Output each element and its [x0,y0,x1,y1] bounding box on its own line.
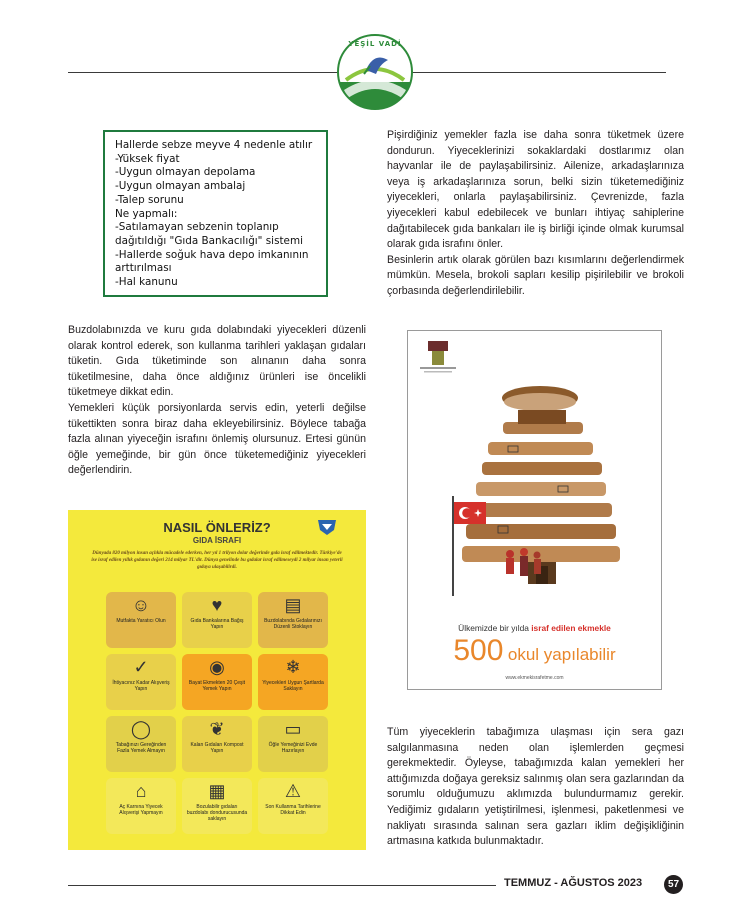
donation-icon: ♥ [211,595,223,615]
shield-icon [316,518,338,536]
right-column-text [387,128,684,300]
bread-waste-ad [407,330,662,690]
magazine-logo [336,30,414,110]
jar-icon: ❄ [285,657,301,677]
tip-tile [106,654,176,710]
tip-tile [182,778,252,834]
tip-label: Son Kullanma Tarihlerine Dikkat Edin [265,804,321,816]
tip-tile [182,716,252,772]
box-line: -Yüksek fiyat [115,152,180,165]
ad-url: www.ekmekisrafetme.com [505,675,564,681]
ad-headline-part1: Ülkemizde bir yılda [458,623,529,633]
fridge-icon: ▤ [284,595,302,615]
tip-label: Gıda Bankalarına Bağış Yapın [190,618,244,630]
tip-label: Yiyecekleri Uygun Şartlarda Saklayın [262,680,324,692]
ad-headline-part2: israf edilen ekmekle [531,623,611,633]
poster-title: NASIL ÖNLERİZ? [163,520,271,535]
warning-icon: ⚠ [284,781,302,801]
paragraph: Yemekleri küçük porsiyonlarda servis edin, yeterli değilse tükettikten sonra biraz daha ekleyebilirsiniz. Böylece tabağa fazla alınan yiyeceğin israfını önlemiş olursunuz. Ertesi günün öğle yemeğinde, bir gün önce tüketemediğiniz yiyecekleri değerlendirin. [68,401,366,477]
paragraph: Besinlerin artık olarak görülen bazı kısımlarını değerlendirmek mümkün. Mesela, brokoli sapları kesilip pişirilebilir ve brokoli çorbasında değerlendirilebilir. [387,253,684,297]
bottom-right-text [387,725,684,850]
box-line: dağıtıldığı "Gıda Bankacılığı" sistemi [115,234,303,247]
ad-slogan-rest: okul yapılabilir [507,645,616,664]
tip-label: Bozulabilir gıdaları buzdolabı dondurucusunda saklayın [186,804,248,822]
box-line: -Satılamayan sebzenin toplanıp [115,221,279,234]
logo-text: YEŞİL VADİ [348,40,402,48]
tip-tile [258,778,328,834]
paragraph: Buzdolabınızda ve kuru gıda dolabındaki yiyecekleri düzenli olarak kontrol ederek, son kullanma tarihleri yaklaşan gıdaları tüketin. Gıda tüketiminde son alınanın daha sonra tüketilmesine, daha önce aldığınız ürünleri ise öncelikli tüketmeye dikkat edin. [68,324,366,399]
tip-label: İhtiyacınız Kadar Alışveriş Yapın [112,680,170,692]
footer-issue: TEMMUZ - AĞUSTOS 2023 [504,877,643,889]
freezer-icon: ▦ [208,781,226,801]
header-rule-right [412,72,666,73]
tip-tile [106,716,176,772]
tip-label: Kalan Gıdaları Kompost Yapın [190,742,244,754]
tip-tile [106,778,176,834]
ad-slogan [408,634,661,668]
tip-tile [182,654,252,710]
tip-label: Mutfakta Yaratıcı Olun [116,618,166,624]
turkish-flag-icon [448,496,488,596]
page-number: 57 [664,875,683,894]
left-column-text [68,323,366,479]
ad-emblem-icon [420,341,456,375]
basket-icon: ⌂ [135,781,147,801]
tip-tile [182,592,252,648]
plate-icon: ◯ [130,719,152,739]
box-line: -Hal kanunu [115,276,178,289]
tip-label: Tabağınızı Gereğinden Fazla Yemek Almayın [115,742,167,754]
shopping-icon: ✓ [133,657,149,677]
lunchbox-icon: ▭ [284,719,302,739]
tip-label: Buzdolabında Gıdalarınızı Düzenli Stoklayın [264,618,322,630]
tip-label: Bayat Ekmekten 20 Çeşit Yemek Yapın [188,680,246,692]
bread-icon: ◉ [209,657,225,677]
paragraph: Tüm yiyeceklerin tabağımıza ulaşması için sera gazı salgılanmasına neden olan işlemlerden geçmesi gerekmektedir. Öyleyse, tabağımızda kalan yemekleri her attığımızda doğaya gereksiz salınmış olan sera gazlarından da sorumlu olduğumuzu aklımızda bulundurmamız gerekir. Yediğimiz gıdaların yetiştirilmesi, işlenmesi, paketlenmesi ve nakliyatı sırasında salınan sera gazları iklim değişikliğinin artmasına katkıda bulunmaktadır. [387,726,684,848]
tip-tile [258,654,328,710]
children-silhouette-icon [498,546,548,586]
box-line: -Uygun olmayan depolama [115,166,256,179]
poster-subtitle: GIDA İSRAFI [192,536,242,545]
footer-rule [68,885,496,886]
box-line: arttırılması [115,262,172,275]
tip-tile [258,716,328,772]
box-line: Hallerde sebze meyve 4 nedenle atılır [115,139,313,151]
chef-icon: ☺ [131,595,151,615]
ad-number: 500 [453,634,504,667]
box-line: -Hallerde soğuk hava depo imkanının [115,248,309,261]
box-line: Ne yapmalı: [115,207,178,220]
paragraph: Pişirdiğiniz yemekler fazla ise daha sonra tüketmek üzere dondurun. Yiyeceklerinizi sokaklardaki dostlarımız olan hayvanlar ile de paylaşabilirsiniz. Ailenize, arkadaşlarınıza veya iş arkadaşlarınıza sorun, belki sizin tüketemediğiniz yiyecekleri, onlarla paylaşabilirsiniz. Çevrenizde, fazla yiyecekleri kabul edebilecek ve bunları ihtiyaç sahiplerine dağıtabilecek gıda bankaları ile iş birliği içinde olmak kurumsal olarak gıda israfını önler. [387,129,684,251]
wholesale-waste-box [103,130,328,297]
poster-intro: Dünyada 820 milyon insan açlıkla mücadele ederken, her yıl 1 trilyon dolar değerinde gıda israf edilmektedir. Türkiye'de ise israf edilen yıllık gıdanın değeri 214 milyar TL'dir. Dünya genelinde bu gıdalar israf edilmeseydi 2 milyar insan yeterli gıdaya ulaşabilirdi. [91,551,343,570]
tip-label: Öğle Yemeğinizi Evde Hazırlayın [268,742,318,754]
box-line: -Uygun olmayan ambalaj [115,180,246,193]
tip-tile [258,592,328,648]
tip-label: Aç Karnına Yiyecek Alışverişi Yapmayın [119,804,163,816]
header-rule-left [68,72,338,73]
food-waste-poster [68,510,366,850]
box-line: -Talep sorunu [115,193,184,206]
ad-headline [408,623,661,633]
compost-icon: ❦ [209,719,225,739]
tip-tile [106,592,176,648]
